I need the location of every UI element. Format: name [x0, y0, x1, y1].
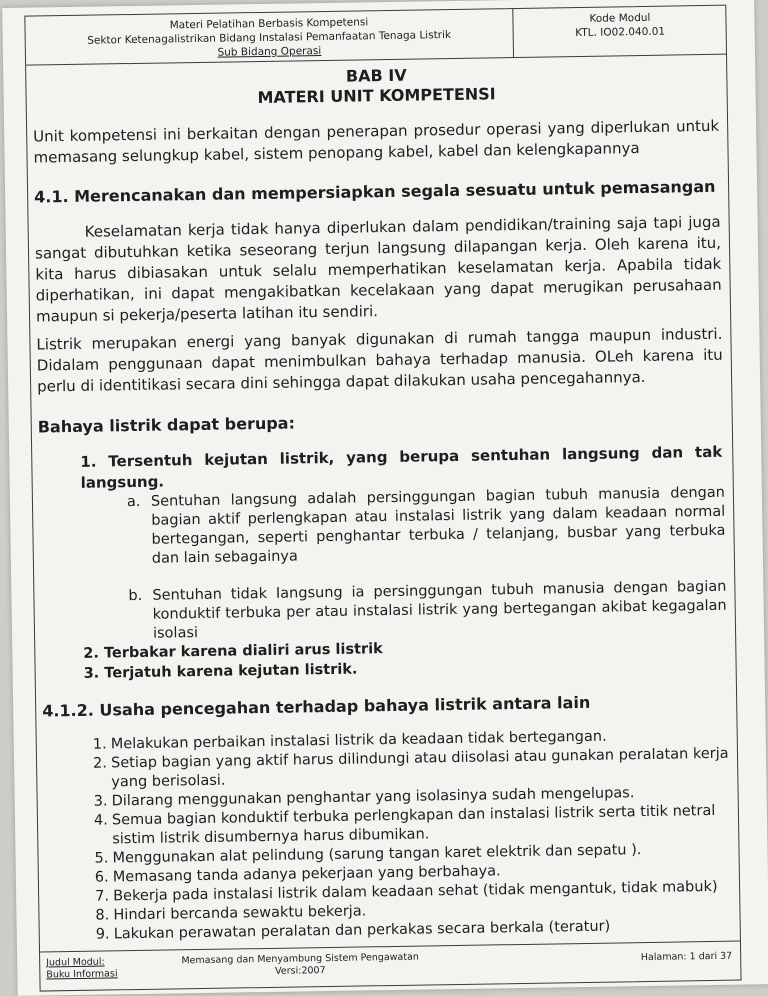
chapter-title: MATERI UNIT KOMPETENSI: [257, 84, 496, 108]
hazard-subitem-a-label: a.: [126, 493, 141, 511]
prevention-item-9-number: 9.: [95, 926, 110, 943]
prevention-item-5-text: Menggunakan alat pelindung (sarung tangan karet elektrik dan sepatu ).: [112, 842, 642, 867]
document-page: [2, 0, 768, 996]
prevention-item-3-number: 3.: [93, 793, 108, 810]
prevention-item-2-number: 2.: [92, 755, 108, 772]
hazards-heading: Bahaya listrik dapat berupa:: [37, 413, 296, 437]
page-frame: [24, 5, 741, 992]
footer-module-title: [150, 951, 450, 980]
prevention-item-5-number: 5.: [94, 850, 109, 867]
hazard-item-2-label: Terbakar karena dialiri arus listrik: [103, 641, 383, 662]
section-4-1-heading: 4.1. Merencanakan dan mempersiapkan segala sesuatu untuk pemasangan: [34, 176, 716, 207]
module-code-value: KTL. IO02.040.01: [575, 25, 666, 40]
chapter-number: BAB IV: [345, 65, 407, 86]
prevention-item-9-text: Lakukan perawatan peralatan dan perkakas secara berkala (teratur): [113, 918, 611, 943]
hazard-subitem-b-text: Sentuhan tidak Iangsung ia persinggungan tubuh manusia dengan bagian konduktif terbuka per atau instalasi listrik yang bertegangan akibat kegagalan isolasi: [152, 578, 727, 642]
hazard-subitem-b: [128, 578, 727, 644]
prevention-item-2-text: Setiap bagian yang aktif harus dilindungi atau diisolasi atau gunakan peralatan kerja yang berisolasi.: [110, 745, 729, 791]
hazard-item-1-label: Tersentuh kejutan listrik, yang berupa sentuhan langsung dan tak langsung.: [80, 442, 723, 492]
page-header: [25, 6, 726, 66]
prevention-item-6-text: Memasang tanda adanya pekerjaan yang berbahaya.: [112, 863, 501, 886]
footer-label-line-2: Buku Informasi: [46, 968, 118, 981]
page-footer: [40, 941, 741, 991]
intro-paragraph: Unit kompetensi ini berkaitan dengan penerapan prosedur operasi yang diperlukan untuk memasang selungkup kabel, sistem penopang kabel, kabel dan kelengkapannya: [33, 116, 720, 167]
chapter-heading: [26, 61, 727, 112]
hazard-subitem-b-label: b.: [128, 587, 143, 605]
prevention-item-8-text: Hindari bercanda sewaktu bekerja.: [113, 903, 367, 924]
footer-page-number: Halaman: 1 dari 37: [640, 950, 733, 964]
header-module-info: [25, 9, 514, 65]
header-line-1: Materi Pelatihan Berbasis Kompetensi: [169, 16, 369, 32]
prevention-item-7-number: 7.: [95, 888, 110, 905]
safety-paragraph: Keselamatan kerja tidak hanya diperlukan dalam pendidikan/training saja tapi juga sangat dibutuhkan ketika seseorang terjun langsung dilapangan kerja. Oleh karena itu, kita harus dibiasakan untuk selalu memperhatikan keselamatan kerja. Apabila tidak diperhatikan, ini dapat mengakibatkan kecelakaan yang dapat merugikan perusahaan maupun si pekerja/peserta latihan itu sendiri.: [34, 212, 722, 326]
footer-module-label: [46, 956, 141, 981]
prevention-item-1-text: Melakukan perbaikan instalasi listrik da keadaan tidak bertegangan.: [110, 728, 607, 753]
header-module-code: [514, 6, 726, 57]
hazard-item-2-number: 2.: [83, 645, 100, 662]
electricity-paragraph: Listrik merupakan energi yang banyak digunakan di rumah tangga maupun industri. Didalam penggunaan dapat menimbulkan bahaya terhadap manusia. OLeh karena itu perlu di identitikasi secara dini sehingga dapat dilakukan usaha pencegahannya.: [36, 324, 723, 396]
prevention-item-1-number: 1.: [92, 736, 107, 753]
prevention-item-4-text: Semua bagian konduktif terbuka perlengkapan dan instalasi listrik serta titik netral sistim listrik disumbernya harus dibumikan.: [111, 802, 716, 848]
hazard-item-1-number: 1.: [80, 452, 97, 471]
prevention-item-7-text: Bekerja pada instalasi listrik dalam keadaan sehat (tidak mengantuk, tidak mabuk): [113, 878, 718, 905]
hazard-subitem-a: [126, 484, 726, 569]
prevention-list: [93, 726, 736, 945]
module-code-label: Kode Modul: [589, 11, 651, 25]
hazard-item-3-number: 3.: [83, 665, 100, 682]
prevention-item-8-number: 8.: [95, 907, 110, 924]
header-line-2: Sektor Ketenagalistrikan Bidang Instalasi Pemanfaatan Tenaga Listrik: [87, 28, 452, 47]
section-4-1-2-heading: 4.1.2. Usaha pencegahan terhadap bahaya listrik antara lain: [42, 692, 591, 721]
footer-version: Versi:2007: [275, 965, 326, 977]
prevention-item-4-number: 4.: [93, 812, 108, 829]
footer-title: Memasang dan Menyambung Sistem Pengawatan: [181, 951, 419, 967]
footer-label-line-1: Judul Modul:: [46, 956, 105, 969]
prevention-item-6-number: 6.: [94, 869, 109, 886]
header-line-3: Sub Bidang Operasi: [217, 45, 322, 59]
hazard-subitem-a-text: Sentuhan langsung adalah persinggungan bagian tubuh manusia dengan bagian aktif perlengkapan atau instalasi listrik yang dalam keadaan normal bertegangan, seperti penghantar terbuka / telanjang, busbar yang terbuka dan lain sebagainya: [150, 484, 726, 567]
prevention-item-3-text: Dilarang menggunakan penghantar yang isolasinya sudah mengelupas.: [111, 785, 635, 810]
hazard-item-3-label: Terjatuh karena kejutan listrik.: [104, 661, 358, 682]
